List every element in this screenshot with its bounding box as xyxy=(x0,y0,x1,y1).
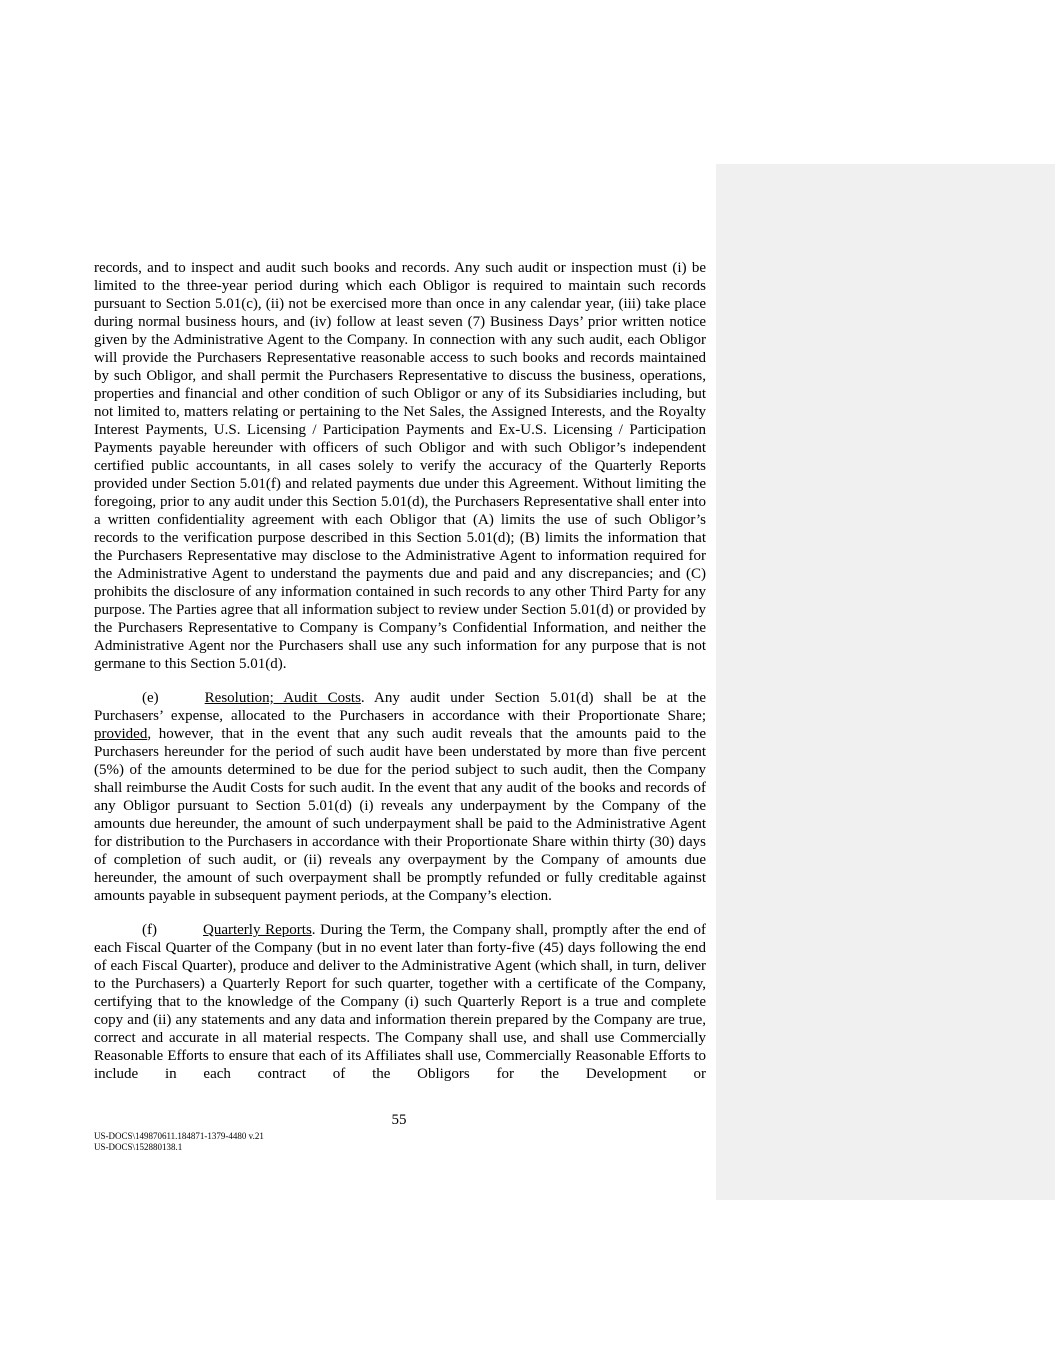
comment-pane xyxy=(716,164,1055,1200)
section-heading-resolution: Resolution; Audit Costs xyxy=(204,690,361,706)
paragraph-audit-continuation: records, and to inspect and audit such books and records. Any such audit or inspection must (i) be limited to the three-year period during which each Obligor is required to maintain such records pursuant to Section 5.01(c), (ii) not be exercised more than once in any calendar year, (iii) take place during normal business hours, and (iv) follow at least seven (7) Business Days’ prior written notice given by the Administrative Agent to the Company. In connection with any such audit, each Obligor will provide the Purchasers Representative reasonable access to such books and records maintained by such Obligor, and shall permit the Purchasers Representative to discuss the business, operations, properties and financial and other condition of such Obligor or any of its Subsidiaries including, but not limited to, matters relating or pertaining to the Net Sales, the Assigned Interests, and the Royalty Interest Payments, U.S. Licensing / Participation Payments and Ex-U.S. Licensing / Participation Payments payable hereunder with officers of such Obligor and with such Obligor’s independent certified public accountants, in all cases solely to verify the accuracy of the Quarterly Reports provided under Section 5.01(f) and related payments due under this Agreement. Without limiting the foregoing, prior to any audit under this Section 5.01(d), the Purchasers Representative shall enter into a written confidentiality agreement with each Obligor that (A) limits the use of such Obligor’s records to the verification purpose described in this Section 5.01(d); (B) limits the information that the Purchasers Representative may disclose to the Administrative Agent to information required for the Administrative Agent to understand the payments due and paid and any discrepancies; and (C) prohibits the disclosure of any information contained in such records to any other Third Party for any purpose. The Parties agree that all information subject to review under Section 5.01(d) or provided by the Purchasers Representative to Company is Company’s Confidential Information, and neither the Administrative Agent nor the Purchasers shall use any such information for any purpose that is not germane to this Section 5.01(d). xyxy=(94,260,706,672)
provided-term: provided xyxy=(94,726,148,742)
paragraph-e-text-a: . Any audit under Section 5.01(d) shall be at the Purchasers’ expense, allocated to the Purchasers in accordance with their Proportionate Share; xyxy=(94,690,706,724)
document-body xyxy=(94,259,706,1099)
document-footer xyxy=(94,1131,264,1153)
paragraph-e-resolution xyxy=(94,689,706,905)
footer-doc-id-1: US-DOCS\149870611.184871-1379-4480 v.21 xyxy=(94,1131,264,1141)
section-heading-quarterly-reports: Quarterly Reports xyxy=(203,922,312,938)
section-label-f: (f) xyxy=(142,922,157,938)
paragraph-e-text-b: , however, that in the event that any such audit reveals that the amounts paid to the Purchasers hereunder for the period of such audit have been understated by more than five percent (5%) of the amounts determined to be due for the period subject to such audit, then the Company shall reimburse the Audit Costs for such audit. In the event that any audit of the books and records of any Obligor pursuant to Section 5.01(d) (i) reveals any underpayment by the Company of the amounts due hereunder, the amount of such underpayment shall be paid to the Administrative Agent for distribution to the Purchasers in accordance with their Proportionate Share within thirty (30) days of completion of such audit, or (ii) reveals any overpayment by the Company of amounts due hereunder, the amount of such overpayment shall be promptly refunded or fully creditable against amounts payable in subsequent payment periods, at the Company’s election. xyxy=(94,726,706,904)
footer-doc-id-2: US-DOCS\152880138.1 xyxy=(94,1142,183,1152)
paragraph-f-quarterly-reports xyxy=(94,921,706,1083)
page-number: 55 xyxy=(391,1112,407,1128)
section-label-e: (e) xyxy=(142,690,159,706)
paragraph-f-text: . During the Term, the Company shall, promptly after the end of each Fiscal Quarter of the Company (but in no event later than forty-five (45) days following the end of each Fiscal Quarter), produce and deliver to the Administrative Agent (which shall, in turn, deliver to the Purchasers) a Quarterly Report for such quarter, together with a certificate of the Company, certifying that to the knowledge of the Company (i) such Quarterly Report is a true and complete copy and (ii) any statements and any data and information therein prepared by the Company are true, correct and accurate in all material respects. The Company shall use, and shall use Commercially Reasonable Efforts to ensure that each of its Affiliates shall use, Commercially Reasonable Efforts to include in each contract of the Obligors for the Development or xyxy=(94,922,706,1082)
